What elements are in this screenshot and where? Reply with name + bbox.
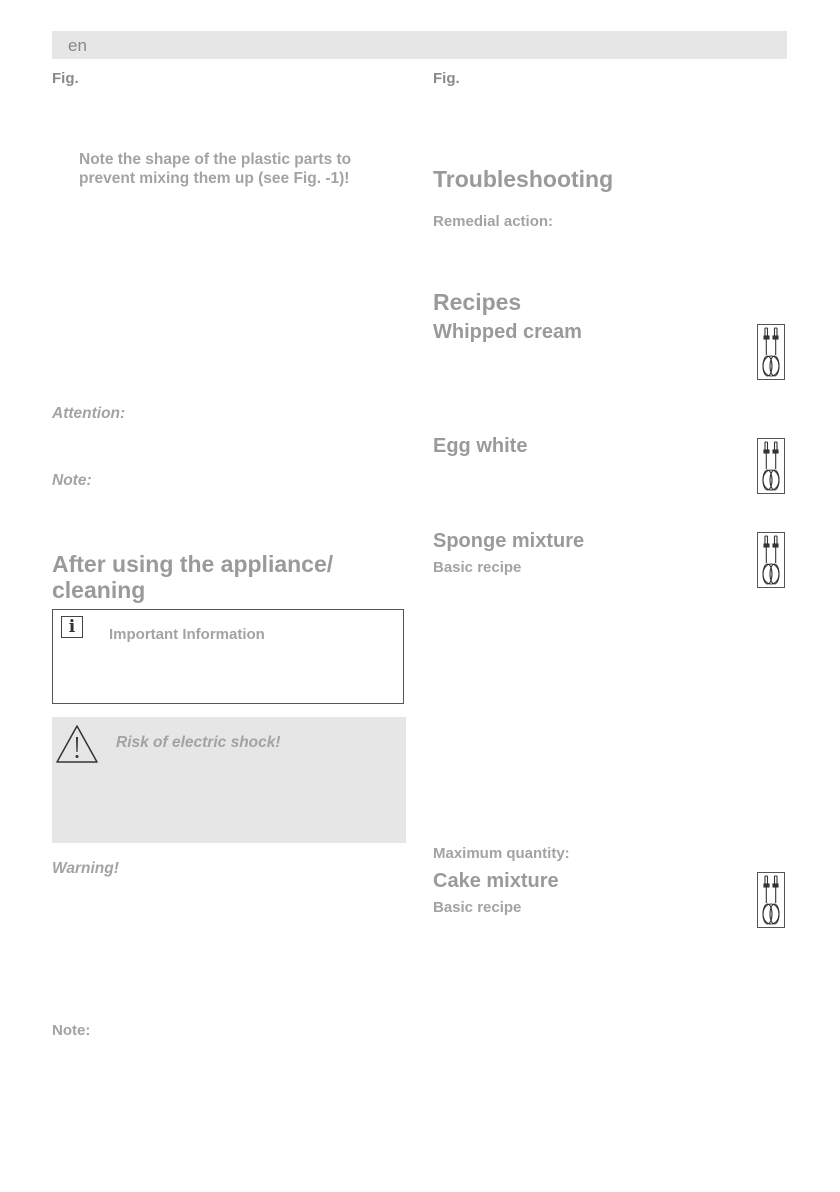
attention-label: Attention: xyxy=(52,405,126,422)
note-label: Note: xyxy=(52,472,92,489)
note-plastic-parts-line2: prevent mixing them up (see Fig. -1)! xyxy=(79,170,350,187)
warning-label: Warning! xyxy=(52,860,119,877)
whisk-beaters-icon xyxy=(757,324,785,380)
page-header-bar xyxy=(52,31,787,59)
recipe-whipped-cream: Whipped cream xyxy=(433,321,582,343)
info-icon: i xyxy=(61,616,83,638)
fig-label-right: Fig. xyxy=(433,70,460,87)
heading-troubleshooting: Troubleshooting xyxy=(433,166,614,192)
basic-recipe-label: Basic recipe xyxy=(433,559,522,576)
language-label: en xyxy=(68,36,87,55)
note-plastic-parts-line1: Note the shape of the plastic parts to xyxy=(79,151,352,168)
recipe-egg-white: Egg white xyxy=(433,435,528,457)
remedial-action-label: Remedial action: xyxy=(433,213,554,230)
fig-label-left: Fig. xyxy=(52,70,79,87)
whisk-beaters-icon xyxy=(757,438,785,494)
maximum-quantity-label: Maximum quantity: xyxy=(433,845,570,862)
important-information-box xyxy=(52,609,404,704)
basic-recipe-label-2: Basic recipe xyxy=(433,899,522,916)
recipe-sponge-mixture: Sponge mixture xyxy=(433,530,585,552)
whisk-beaters-icon xyxy=(757,872,785,928)
recipe-cake-mixture: Cake mixture xyxy=(433,870,559,892)
note-label-2: Note: xyxy=(52,1022,91,1039)
electric-shock-title: Risk of electric shock! xyxy=(116,734,281,751)
warning-triangle-icon xyxy=(54,723,100,765)
heading-after-use-line2: cleaning xyxy=(52,577,146,603)
electric-shock-warning-box xyxy=(52,717,406,843)
heading-after-use-line1: After using the appliance/ xyxy=(52,551,334,577)
whisk-beaters-icon xyxy=(757,532,785,588)
important-information-title: Important Information xyxy=(109,626,265,643)
heading-recipes: Recipes xyxy=(433,289,522,315)
